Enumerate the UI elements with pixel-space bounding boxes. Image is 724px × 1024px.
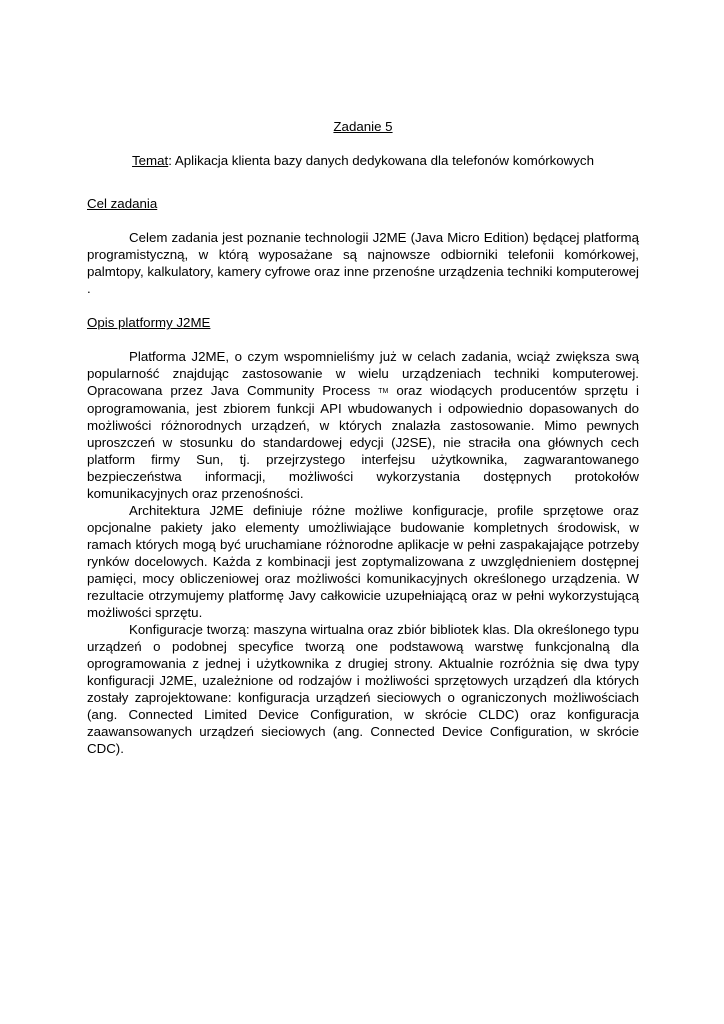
platform-paragraph-1 [87,348,639,502]
subject-text: Aplikacja klienta bazy danych dedykowana dla telefonów komórkowych [174,153,594,168]
platform-paragraph-1-part-a: Platforma J2ME, o czym wspomnieliśmy już w celach zadania, wciąż zwiększa swą popularność znajdując zastosowanie w wielu urządzeniach techniki komputerowej. Opracowana przez Java Community Process [87,349,639,398]
section-heading-platform [87,314,639,331]
document-page [87,118,639,757]
subject-label: Temat [132,153,169,168]
section-heading-goal-text: Cel zadania [87,196,158,211]
section-heading-platform-text: Opis platformy J2ME [87,315,211,330]
section-heading-goal [87,195,639,212]
subject-separator: : [168,153,175,168]
platform-paragraph-1-part-b: oraz wiodących producentów sprzętu i oprogramowania, jest zbiorem funkcji API wbudowanych i odpowiednio dopasowanych do możliwości różnorodnych urządzeń, w których znalazła zastosowanie. Mimo pewnych uproszczeń w stosunku do standardowej edycji (J2SE), nie straciła ona głównych cech platform firmy Sun, tj. przejrzystego interfejsu użytkownika, zagwarantowanego bezpieczeństwa informacji, możliwości wykorzystania dostępnych protokołów komunikacyjnych oraz przenośności. [87,383,639,501]
document-subject [87,152,639,169]
trademark-symbol: TM [378,388,389,395]
document-title-text: Zadanie 5 [333,119,393,134]
platform-paragraph-2: Architektura J2ME definiuje różne możliwe konfiguracje, profile sprzętowe oraz opcjonalne pakiety jako elementy umożliwiające budowanie kompletnych środowisk, w ramach których mogą być uruchamiane różnorodne aplikacje w pełni zaspakajające potrzeby rynków docelowych. Każda z kombinacji jest zoptymalizowana z uwzględnieniem dostępnej pamięci, mocy obliczeniowej oraz możliwości komunikacyjnych określonego urządzenia. W rezultacie otrzymujemy platformę Javy całkowicie uzupełniającą oraz w pełni wykorzystującą możliwości sprzętu. [87,503,639,620]
platform-paragraph-3: Konfiguracje tworzą: maszyna wirtualna oraz zbiór bibliotek klas. Dla określonego typu urządzeń o podobnej specyfice tworzą one podstawową warstwę funkcjonalną dla oprogramowania z jednej i użytkownika z drugiej strony. Aktualnie rozróżnia się dwa typy konfiguracji J2ME, uzależnione od rodzajów i możliwości sprzętowych urządzeń dla których zostały zaprojektowane: konfiguracja urządzeń sieciowych o ograniczonych możliwościach (ang. Connected Limited Device Configuration, w skrócie CLDC) oraz konfiguracja zaawansowanych urządzeń sieciowych (ang. Connected Device Configuration, w skrócie CDC). [87,622,639,756]
document-title [87,118,639,135]
goal-paragraph: Celem zadania jest poznanie technologii J2ME (Java Micro Edition) będącej platformą programistyczną, w którą wyposażane są najnowsze odbiorniki telefonii komórkowej, palmtopy, kalkulatory, kamery cyfrowe oraz inne przenośne urządzenia techniki komputerowej . [87,230,639,296]
